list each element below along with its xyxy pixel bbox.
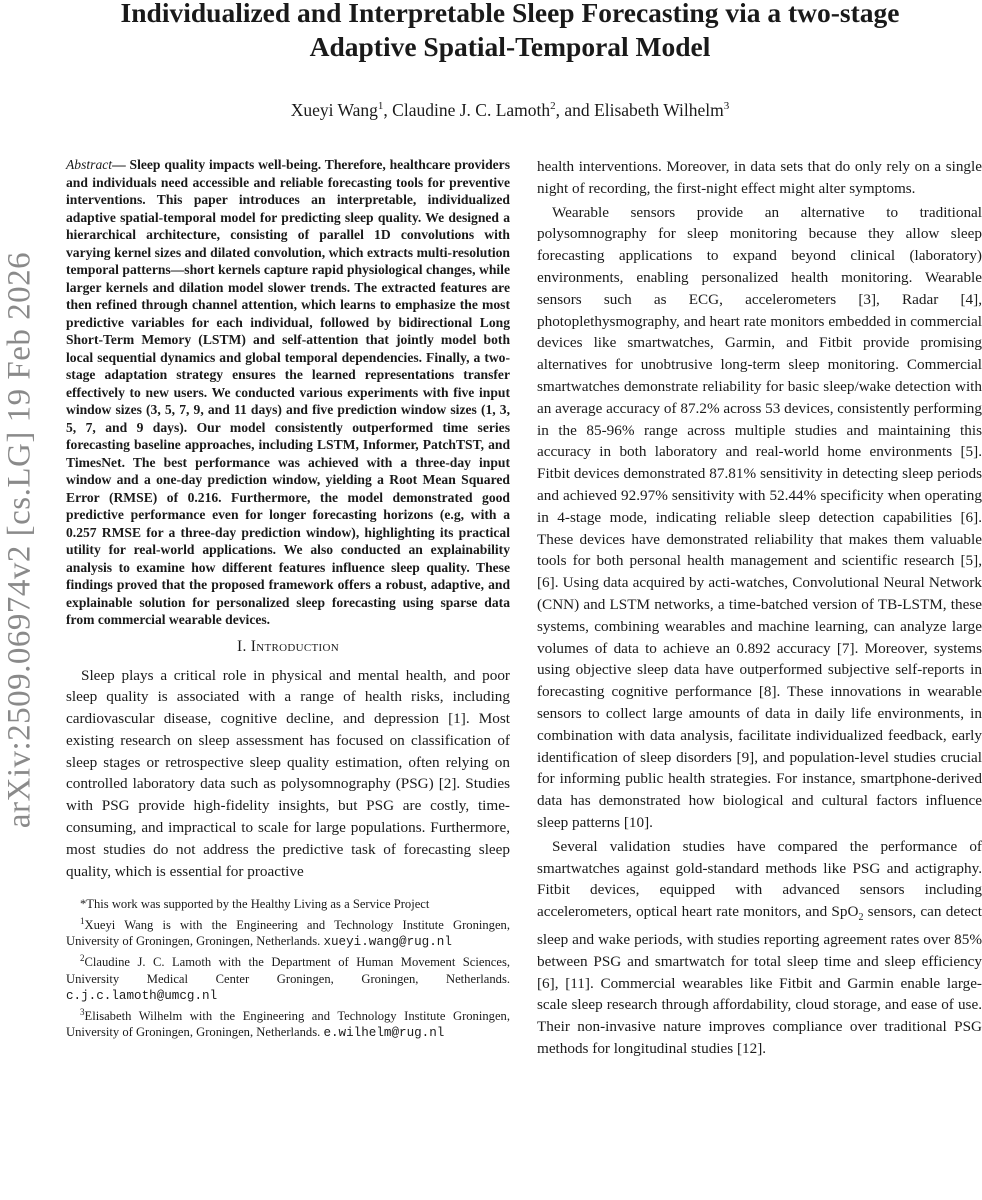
author-3: Elisabeth Wilhelm: [594, 99, 724, 120]
author-2: Claudine J. C. Lamoth: [392, 99, 551, 120]
right-column: [537, 156, 982, 1060]
paper-title: [80, 0, 940, 64]
abstract-dash: —: [112, 157, 130, 172]
funding-footnote: *This work was supported by the Healthy Living as a Service Project: [80, 897, 430, 912]
footnote-author-2: [66, 950, 510, 1004]
intro-paragraph-3-part-a: Several validation studies have compared the performance of smartwatches against gold-standard methods like PSG and actigraphy. Fitbit devices, equipped with advanced sensors including accelerometers, optical heart rate monitors, and: [537, 837, 982, 921]
spo2-base: SpO: [831, 903, 859, 921]
author-separator-1: ,: [383, 99, 393, 120]
footnote-2-mark: 2: [80, 953, 85, 964]
spo2-subscript: 2: [858, 912, 864, 924]
email-link-1[interactable]: xueyi.wang@rug.nl: [323, 935, 452, 950]
author-separator-2: , and: [555, 99, 595, 120]
abstract-label: Abstract: [66, 157, 113, 172]
intro-paragraph-3-part-b: sensors, can detect sleep and wake periods, with studies reporting agreement rates over 85% between PSG and smartwatch for total sleep time and sleep efficiency [6], [11]. Commercial wearables like Fitbit and Garmin enable large-scale sleep research through affordability, cloud storage, and ease of use. Their non-invasive nature improves compliance over traditional PSG methods for longitudinal studies [12].: [537, 903, 982, 1057]
footnotes: [66, 896, 510, 1041]
arxiv-identifier: arXiv:2509.06974v2 [cs.LG] 19 Feb 2026: [1, 251, 38, 829]
left-column: [66, 156, 510, 1042]
author-1: Xueyi Wang: [290, 99, 378, 120]
section-heading-introduction: I. Introduction: [236, 637, 339, 655]
author-2-affiliation: 2: [550, 100, 556, 112]
intro-paragraph-1-continued: health interventions. Moreover, in data sets that do only rely on a single night of recording, the first-night effect might alter symptoms.: [537, 158, 982, 197]
intro-paragraph-3: [537, 836, 982, 1060]
footnote-author-3: [66, 1004, 510, 1042]
footnote-2-text: Claudine J. C. Lamoth with the Department of Human Movement Sciences, University Medical Center Groningen, Groningen, Netherlands.: [66, 955, 510, 986]
footnote-3-text: Elisabeth Wilhelm with the Engineering and Technology Institute Groningen, University of Groningen, Groningen, Netherlands.: [66, 1009, 510, 1040]
arxiv-sidebar: [0, 0, 48, 1200]
footnote-1-text: Xueyi Wang is with the Engineering and Technology Institute Groningen, University of Groningen, Groningen, Netherlands.: [66, 917, 510, 949]
footnote-1-mark: 1: [80, 915, 85, 926]
spo2-term: [831, 903, 864, 924]
footnote-author-1: [66, 913, 510, 951]
email-link-3[interactable]: e.wilhelm@rug.nl: [323, 1026, 445, 1041]
intro-paragraph-2: Wearable sensors provide an alternative to traditional polysomnography for sleep monitoring because they allow sleep forecasting applications to expand beyond clinical (laboratory) environments, enabling personalized health monitoring. Wearable sensors such as ECG, accelerometers [3], Radar [4], photoplethysmography, and heart rate monitors embedded in commercial devices like smartwatches, Garmin, and Fitbit provide promising alternatives for unobtrusive long-term sleep monitoring. Commercial smartwatches demonstrate reliability for basic sleep/wake detection with an average accuracy of 87.2% across 53 devices, consistently performing in the 85-96% range across multiple studies and maintaining this accuracy in both laboratory and real-world home environments [5]. Fitbit devices demonstrated 87.81% sensitivity in detecting sleep periods and achieved 92.97% sensitivity with 52.44% specificity when operating in 4-stage mode, indicating reliable sleep detection capabilities [6]. These devices have demonstrated reliability that makes them valuable tools for both personal health management and scientific research [5], [6]. Using data acquired by acti-watches, Convolutional Neural Network (CNN) and LSTM networks, a time-batched version of TB-LSTM, these systems, combining wearables and machine learning, can analyze large volumes of data to achieve an 0.892 accuracy [7]. Moreover, systems using objective sleep data have outperformed subjective self-reports in forecasting cognitive performance [8]. These innovations in wearable sensors to collect large amounts of data in daily life environments, in combination with data analysis, facilitate individualized feedback, early identification of sleep disorders [9], and population-level studies crucial for informing public health strategies. For instance, smartphone-derived data has demonstrated how biological and cultural factors influence sleep patterns [10].: [537, 203, 982, 831]
author-list: [80, 94, 940, 122]
footnote-3-mark: 3: [80, 1007, 85, 1018]
abstract: [66, 156, 510, 629]
author-1-affiliation: 1: [377, 100, 384, 112]
author-3-affiliation: 3: [723, 100, 730, 112]
email-link-2[interactable]: c.j.c.lamoth@umcg.nl: [66, 988, 218, 1003]
paper-title-line-2: Adaptive Spatial-Temporal Model: [309, 31, 711, 62]
abstract-text: Sleep quality impacts well-being. Therefore, healthcare providers and individuals need accessible and reliable forecasting tools for preventive interventions. This paper introduces an interpretable, individualized adaptive spatial-temporal model for predicting sleep quality. We designed a hierarchical architecture, consisting of parallel 1D convolutions with varying kernel sizes and dilated convolution, which extracts multi-resolution temporal patterns—short kernels capture rapid physiological changes, while larger kernels and dilation model slower trends. The extracted features are then refined through channel attention, which learns to emphasize the most predictive variables for each individual, followed by bidirectional Long Short-Term Memory (LSTM) and self-attention that jointly model both local sequential dynamics and global temporal dependencies. Finally, a two-stage adaptation strategy ensures the learned representations transfer effectively to new users. We conducted various experiments with five input window sizes (3, 5, 7, 9, and 11 days) and five prediction window sizes (1, 3, 5, 7, and 9 days). Our model consistently outperformed time series forecasting baseline approaches, including LSTM, Informer, PatchTST, and TimesNet. The best performance was achieved with a three-day input window and a one-day prediction window, yielding a Root Mean Squared Error (RMSE) of 0.216. Furthermore, the model demonstrated good predictive performance even for longer forecasting horizons (e.g, with a 0.257 RMSE for a three-day prediction window), highlighting its practical utility for real-world applications. We also conducted an explainability analysis to examine how different features influence sleep quality. These findings proved that the proposed framework offers a robust, adaptive, and explainable solution for personalized sleep forecasting using sparse data from commercial wearable devices.: [66, 157, 510, 627]
intro-paragraph-1: Sleep plays a critical role in physical and mental health, and poor sleep quality is associated with a range of health risks, including cardiovascular disease, cognitive decline, and depression [1]. Most existing research on sleep assessment has focused on classification of sleep stages or retrospective sleep quality estimation, often relying on controlled laboratory data such as polysomnography (PSG) [2]. Studies with PSG provide high-fidelity insights, but PSG are costly, time-consuming, and impractical to scale for large populations. Furthermore, most studies do not address the predictive task of forecasting sleep quality, which is essential for proactive: [66, 666, 510, 880]
paper-title-line-1: Individualized and Interpretable Sleep Forecasting via a two-stage: [120, 0, 900, 28]
